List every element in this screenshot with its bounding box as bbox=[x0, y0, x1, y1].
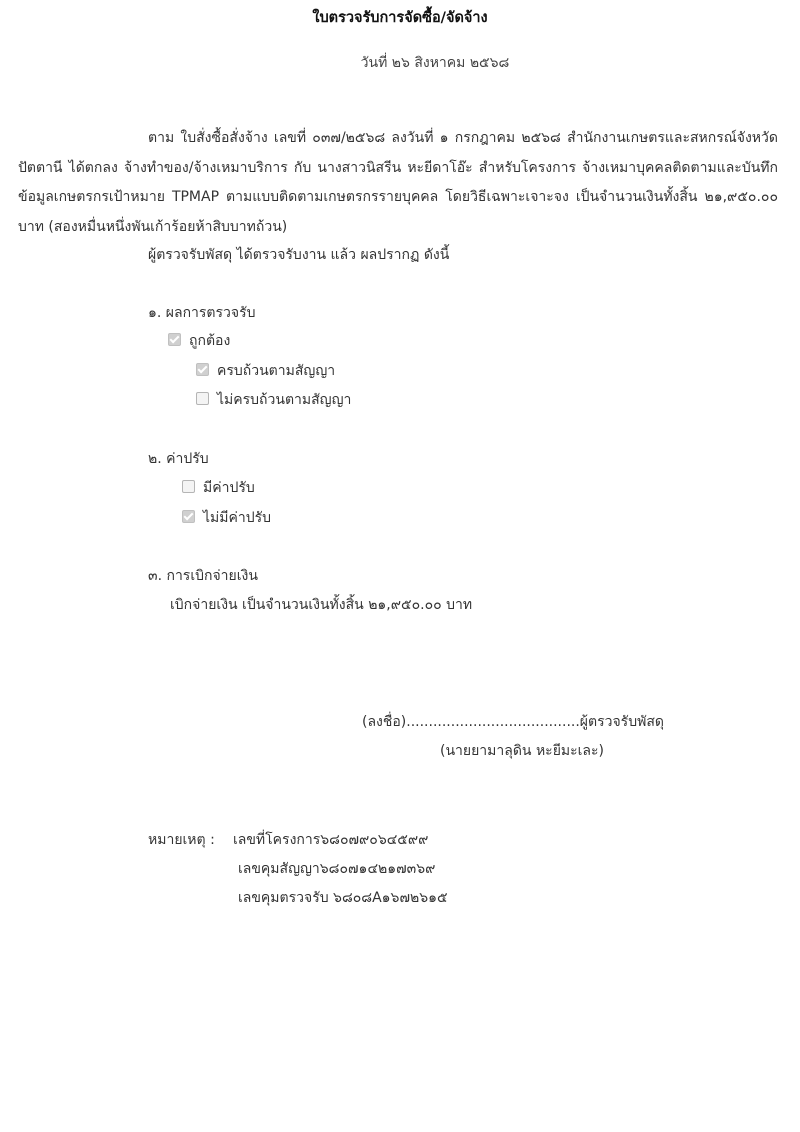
checkbox-complete[interactable] bbox=[196, 360, 335, 382]
document-date: วันที่ ๒๖ สิงหาคม ๒๕๖๘ bbox=[360, 55, 510, 71]
project-number: เลขที่โครงการ๖๘๐๗๙๐๖๔๕๙๙ bbox=[233, 832, 429, 848]
checkbox-complete-box[interactable] bbox=[196, 363, 209, 376]
section-fine-heading: ๒. ค่าปรับ bbox=[148, 451, 209, 467]
section-inspection-heading: ๑. ผลการตรวจรับ bbox=[148, 305, 256, 321]
section-payment-heading: ๓. การเบิกจ่ายเงิน bbox=[148, 568, 258, 584]
checkbox-correct-box[interactable] bbox=[168, 333, 181, 346]
checkbox-correct[interactable] bbox=[168, 330, 230, 352]
order-paragraph-text: ตาม ใบสั่งซื้อสั่งจ้าง เลขที่ ๐๓๗/๒๕๖๘ ลงวันที่ ๑ กรกฎาคม ๒๕๖๘ สำนักงานเกษตรและสหกรณ์จังหวัดปัตตานี ได้ตกลง จ้างทำของ/จ้างเหมาบริการ กับ นางสาวนิสรีน หะยีดาโอ๊ะ สำหรับโครงการ จ้างเหมาบุคคลติดตามและบันทึกข้อมูลเกษตรกรเป้าหมาย TPMAP ตามแบบติดตามเกษตรกรรายบุคคล โดยวิธีเฉพาะเจาะจง เป็นจำนวนเงินทั้งสิ้น ๒๑,๙๕๐.๐๐ บาท (สองหมื่นหนึ่งพันเก้าร้อยห้าสิบบาทถ้วน) bbox=[18, 130, 778, 235]
inspection-number: เลขคุมตรวจรับ ๖๘๐๘A๑๖๗๒๖๑๕ bbox=[238, 890, 448, 906]
contract-number: เลขคุมสัญญา๖๘๐๗๑๔๒๑๗๓๖๙ bbox=[238, 861, 436, 877]
checkbox-no-fine[interactable] bbox=[182, 507, 271, 529]
signer-name: (นายยามาลุดิน หะยีมะเละ) bbox=[440, 743, 604, 759]
checkbox-incomplete-box[interactable] bbox=[196, 392, 209, 405]
checkbox-complete-label: ครบถ้วนตามสัญญา bbox=[217, 363, 336, 379]
document-title: ใบตรวจรับการจัดซื้อ/จัดจ้าง bbox=[312, 10, 488, 26]
checkbox-has-fine-box[interactable] bbox=[182, 480, 195, 493]
checkbox-correct-label: ถูกต้อง bbox=[189, 333, 231, 349]
payment-detail: เบิกจ่ายเงิน เป็นจำนวนเงินทั้งสิ้น ๒๑,๙๕๐.๐๐ บาท bbox=[170, 597, 473, 613]
checkbox-incomplete-label: ไม่ครบถ้วนตามสัญญา bbox=[217, 392, 352, 408]
checkbox-has-fine-label: มีค่าปรับ bbox=[203, 480, 255, 496]
checkbox-has-fine[interactable] bbox=[182, 477, 255, 499]
inspector-statement: ผู้ตรวจรับพัสดุ ได้ตรวจรับงาน แล้ว ผลปรากฏ ดังนี้ bbox=[148, 247, 450, 263]
checkbox-no-fine-label: ไม่มีค่าปรับ bbox=[203, 510, 272, 526]
order-paragraph bbox=[18, 124, 778, 242]
checkbox-no-fine-box[interactable] bbox=[182, 510, 195, 523]
checkbox-incomplete[interactable] bbox=[196, 389, 351, 411]
signature-line: (ลงชื่อ).......................................ผู้ตรวจรับพัสดุ bbox=[362, 714, 664, 730]
notes-label: หมายเหตุ : bbox=[148, 832, 215, 848]
